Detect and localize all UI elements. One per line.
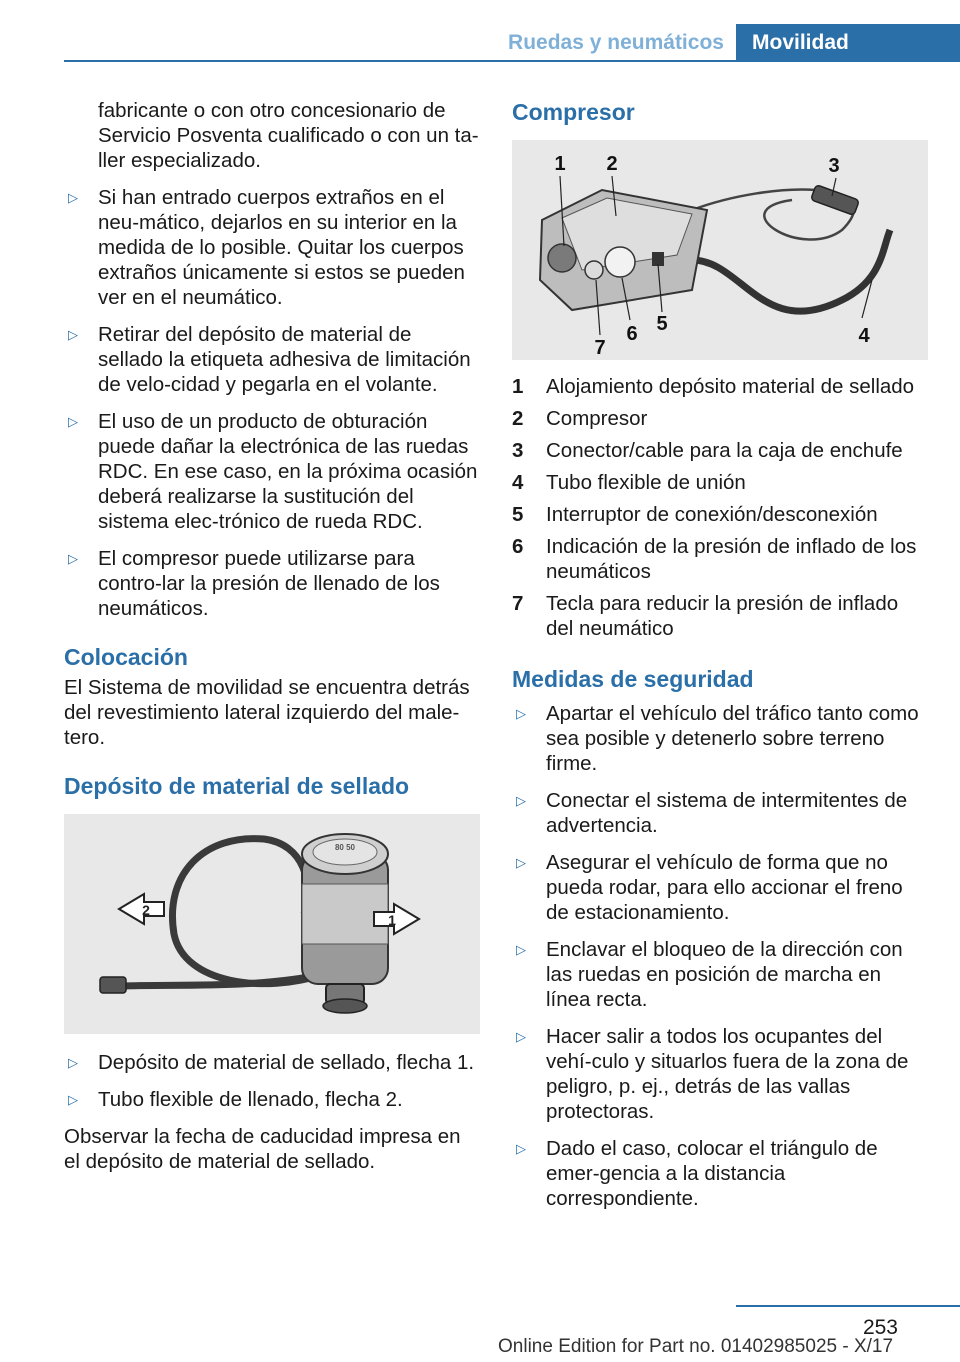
legend-number: 6: [512, 535, 524, 558]
compresor-heading: Compresor: [512, 99, 635, 125]
triangle-bullet-icon: ▷: [516, 942, 526, 957]
list-item: [64, 1050, 480, 1075]
callout-3: 3: [828, 155, 840, 177]
legend-text: Alojamiento depósito material de sellado: [546, 375, 915, 398]
triangle-bullet-icon: ▷: [68, 414, 78, 429]
sealant-container-figure: [64, 814, 480, 1034]
list-item-text: Enclavar el bloqueo de la dirección con las ruedas en posición de marcha en línea recta.: [546, 938, 903, 1011]
sealant-container-illustration: [64, 814, 480, 1034]
list-item: [64, 546, 480, 621]
legend-number: 2: [512, 407, 524, 430]
deposito-note: Observar la fecha de caducidad impresa en el depósito de material de sellado.: [64, 1125, 461, 1173]
triangle-bullet-icon: ▷: [68, 327, 78, 342]
legend-item: [512, 534, 928, 584]
list-item: [512, 1024, 928, 1124]
callout-6: 6: [626, 323, 638, 345]
colocacion-heading: Colocación: [64, 644, 188, 670]
list-item-text: Asegurar el vehículo de forma que no pueda rodar, para ello accionar el freno de estacionamiento.: [546, 851, 903, 924]
callout-1: 1: [554, 153, 566, 175]
triangle-bullet-icon: ▷: [68, 190, 78, 205]
list-item: [512, 1136, 928, 1211]
legend-number: 3: [512, 439, 524, 462]
legend-item: [512, 470, 928, 495]
header-rule: [64, 60, 960, 62]
legend-number: 5: [512, 503, 524, 526]
legend-text: Indicación de la presión de inflado de los neumáticos: [546, 535, 917, 583]
header-chapter-tab[interactable]: Movilidad: [736, 24, 960, 62]
triangle-bullet-icon: ▷: [516, 706, 526, 721]
legend-text: Compresor: [546, 407, 648, 430]
list-item: [512, 701, 928, 776]
left-column: [64, 98, 480, 1174]
triangle-bullet-icon: ▷: [516, 855, 526, 870]
legend-number: 7: [512, 592, 524, 615]
legend-number: 1: [512, 375, 524, 398]
right-column: [512, 98, 928, 1223]
colocacion-text: El Sistema de movilidad se encuentra detrás del revestimiento lateral izquierdo del male‐tero.: [64, 676, 470, 749]
list-item-text: Retirar del depósito de material de sellado la etiqueta adhesiva de limitación de velo‐cidad y pegarla en el volante.: [98, 323, 471, 396]
continuation-text: fabricante o con otro concesionario de Servicio Posventa cualificado o con un ta‐ller especializado.: [98, 99, 479, 172]
triangle-bullet-icon: ▷: [68, 1055, 78, 1070]
triangle-bullet-icon: ▷: [516, 1141, 526, 1156]
legend-text: Interruptor de conexión/desconexión: [546, 503, 878, 526]
list-item-text: Depósito de material de sellado, flecha 1.: [98, 1051, 475, 1074]
container-label: 80 50: [334, 843, 356, 852]
list-item-text: Conectar el sistema de intermitentes de advertencia.: [546, 789, 908, 837]
list-item-text: Tubo flexible de llenado, flecha 2.: [98, 1088, 403, 1111]
triangle-bullet-icon: ▷: [68, 1092, 78, 1107]
legend-item: [512, 591, 928, 641]
callout-2: 2: [606, 153, 618, 175]
page-number: 253: [862, 1316, 898, 1339]
header-section-tab[interactable]: Ruedas y neumáticos: [508, 31, 724, 54]
list-item: [512, 850, 928, 925]
list-item: [64, 322, 480, 397]
list-item: [512, 937, 928, 1012]
deposito-heading: Depósito de material de sellado: [64, 773, 410, 799]
list-item-text: El uso de un producto de obturación puede dañar la electrónica de las ruedas RDC. En ese caso, en la próxima ocasión deberá realizarse la sustitución del sistema elec‐trónico de rueda RDC.: [98, 410, 478, 533]
list-item-text: Apartar el vehículo del tráfico tanto como sea posible y detenerlo sobre terreno firme.: [546, 702, 919, 775]
seguridad-heading: Medidas de seguridad: [512, 666, 754, 692]
compressor-figure: [512, 140, 928, 360]
legend-item: [512, 406, 928, 431]
list-item-text: Hacer salir a todos los ocupantes del vehí‐culo y situarlos fuera de la zona de peligro, p. ej., detrás de las vallas protectoras.: [546, 1025, 909, 1123]
legend-number: 4: [512, 471, 524, 494]
triangle-bullet-icon: ▷: [68, 551, 78, 566]
callout-7: 7: [594, 337, 606, 359]
legend-item: [512, 374, 928, 399]
legend-item: [512, 502, 928, 527]
compressor-illustration: [512, 140, 928, 360]
list-item-text: El compresor puede utilizarse para contro‐lar la presión de llenado de los neumáticos.: [98, 547, 440, 620]
callout-5: 5: [656, 313, 668, 335]
legend-text: Conector/cable para la caja de enchufe: [546, 439, 903, 462]
legend-text: Tecla para reducir la presión de inflado del neumático: [546, 592, 899, 640]
footer-rule: [736, 1305, 960, 1307]
arrow-1-label: 1: [388, 912, 396, 928]
edition-footer: Online Edition for Part no. 01402985025 - X/17: [498, 1336, 894, 1357]
list-item: [64, 185, 480, 310]
list-item: [64, 409, 480, 534]
legend-item: [512, 438, 928, 463]
legend-text: Tubo flexible de unión: [546, 471, 746, 494]
list-item-text: Dado el caso, colocar el triángulo de emer‐gencia a la distancia correspondiente.: [546, 1137, 878, 1210]
triangle-bullet-icon: ▷: [516, 1029, 526, 1044]
list-item-text: Si han entrado cuerpos extraños en el neu‐mático, dejarlos en su interior en la medida de lo posible. Quitar los cuerpos extraños únicamente si estos se pueden ver en el neumático.: [98, 186, 465, 309]
list-item: [512, 788, 928, 838]
list-item: [64, 1087, 480, 1112]
triangle-bullet-icon: ▷: [516, 793, 526, 808]
callout-4: 4: [858, 325, 870, 347]
arrow-2-label: 2: [142, 902, 150, 918]
